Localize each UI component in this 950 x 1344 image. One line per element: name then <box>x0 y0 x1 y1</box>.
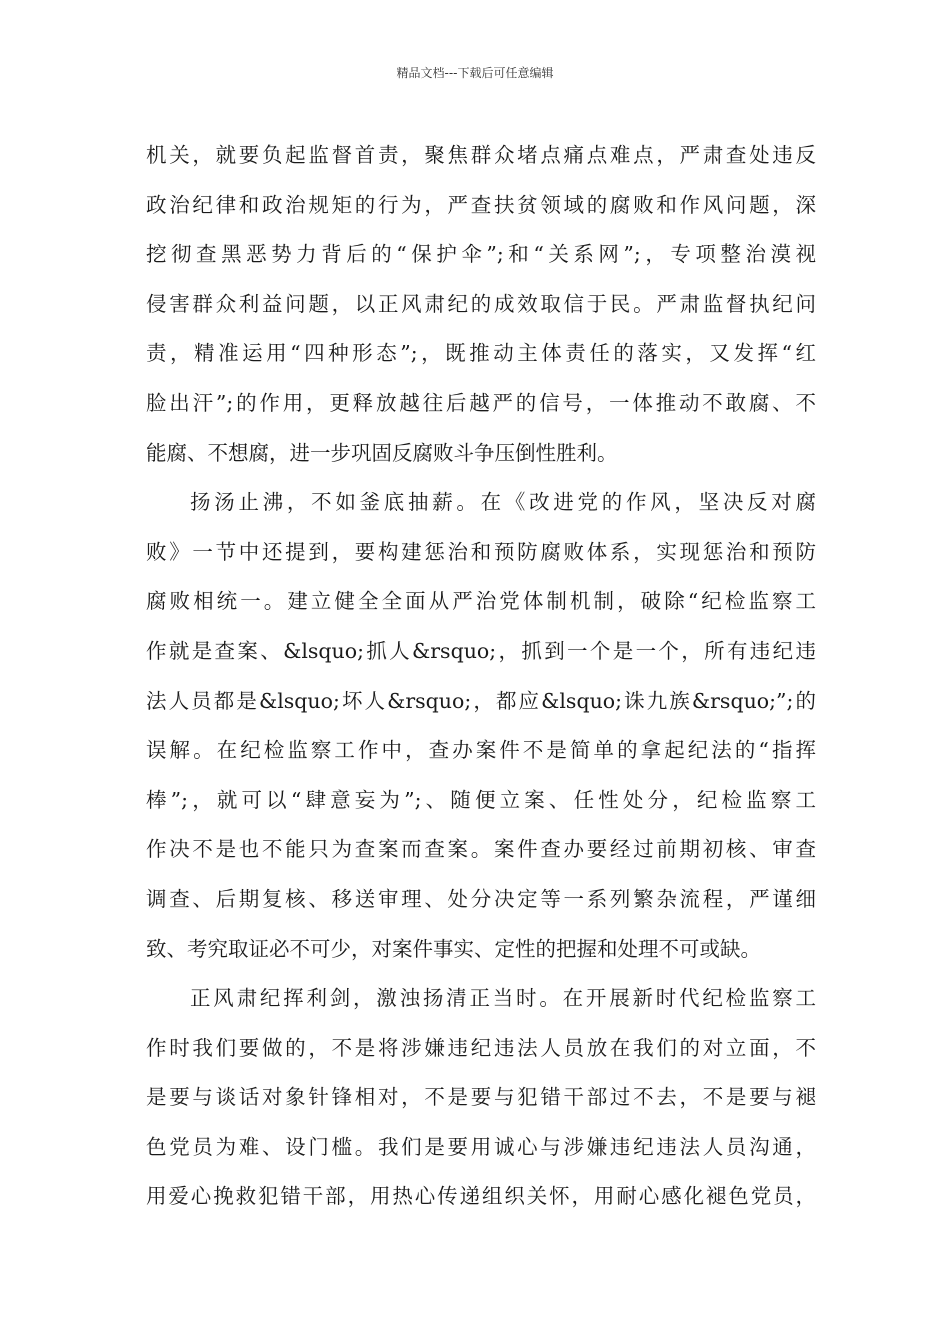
paragraph-1 <box>146 131 816 478</box>
text-line: 调查、后期复核、移送审理、处分决定等一系列繁杂流程，严谨细 <box>146 886 816 911</box>
text-line: 脸出汗”;的作用，更释放越往后越严的信号，一体推动不敢腐、不 <box>146 390 816 415</box>
text-line: 政治纪律和政治规矩的行为，严查扶贫领域的腐败和作风问题，深 <box>146 192 816 217</box>
text-line: 机关，就要负起监督首责，聚焦群众堵点痛点难点，严肃查处违反 <box>146 143 816 167</box>
text-line: 扬汤止沸，不如釜底抽薪。在《改进党的作风，坚决反对腐 <box>190 490 816 515</box>
text-line: 挖彻查黑恶势力背后的“保护伞”;和“关系网”;，专项整治漠视 <box>146 242 816 267</box>
text-line: 用爱心挽救犯错干部，用热心传递组织关怀，用耐心感化褪色党员， <box>146 1184 816 1209</box>
text-line: 法人员都是&lsquo;坏人&rsquo;，都应&lsquo;诛九族&rsquo;”;的 <box>146 688 816 713</box>
paragraph-3 <box>146 974 816 1222</box>
text-line: 致、考究取证必不可少，对案件事实、定性的把握和处理不可或缺。 <box>146 936 761 961</box>
text-line: 棒”;，就可以“肆意妄为”;、随便立案、任性处分，纪检监察工 <box>146 787 816 812</box>
document-body <box>146 131 816 1222</box>
text-line: 误解。在纪检监察工作中，查办案件不是简单的拿起纪法的“指挥 <box>146 738 816 763</box>
text-line: 败》一节中还提到，要构建惩治和预防腐败体系，实现惩治和预防 <box>146 539 816 564</box>
text-line: 是要与谈话对象针锋相对，不是要与犯错干部过不去，不是要与褪 <box>146 1085 816 1110</box>
text-line: 色党员为难、设门槛。我们是要用诚心与涉嫌违纪违法人员沟通， <box>146 1134 816 1159</box>
text-line: 作就是查案、&lsquo;抓人&rsquo;，抓到一个是一个，所有违纪违 <box>146 638 816 663</box>
text-line: 作决不是也不能只为查案而查案。案件查办要经过前期初核、审查 <box>146 837 816 862</box>
text-line: 腐败相统一。建立健全全面从严治党体制机制，破除“纪检监察工 <box>146 589 816 614</box>
text-line: 正风肃纪挥利剑，激浊扬清正当时。在开展新时代纪检监察工 <box>190 986 816 1011</box>
text-line: 责，精准运用“四种形态”;，既推动主体责任的落实，又发挥“红 <box>146 341 816 366</box>
text-line: 作时我们要做的，不是将涉嫌违纪违法人员放在我们的对立面，不 <box>146 1035 816 1060</box>
text-line: 侵害群众利益问题，以正风肃纪的成效取信于民。严肃监督执纪问 <box>146 291 816 316</box>
paragraph-2 <box>146 478 816 974</box>
page-header: 精品文档---下载后可任意编辑 <box>396 66 554 80</box>
text-line: 能腐、不想腐，进一步巩固反腐败斗争压倒性胜利。 <box>146 440 618 465</box>
